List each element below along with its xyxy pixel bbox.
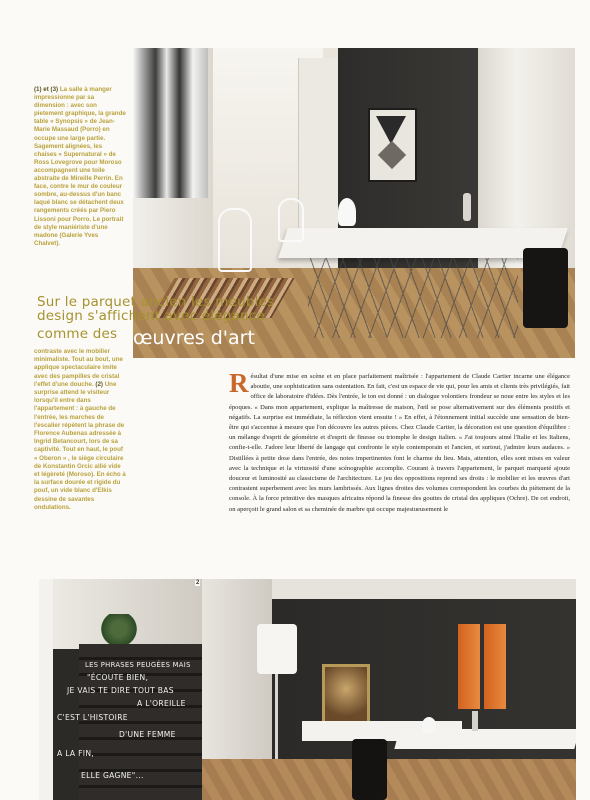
- photo-number: 2: [196, 580, 200, 586]
- caption-bottom-text: Une surprise attend le visiteur lorsqu'il entre dans l'appartement : à gauche de l'entrée, les marches de l'escalier répètent la phrase de Florence Aubenas adressée à Ingrid Betancourt, lors de sa captivité. Tout en haut, le pouf « Oberon » , le siège circulaire de Konstantin Grcic allié vide et légèreté (Moroso). En écho à la surface dourée et rigide du pouf, un vide blanc d'Elkis dessine de savantes ondulations.: [34, 380, 126, 511]
- stair-text-7: A LA FIN,: [57, 749, 95, 758]
- drop-cap: R: [229, 368, 249, 398]
- caption-bottom: [34, 348, 126, 512]
- caption-bottom-number: (2): [95, 380, 103, 388]
- headline-line1: Sur le parquet ancien les meubles: [37, 294, 275, 310]
- caption-top-number: (1) et (3): [34, 86, 59, 93]
- article-body-text: ésultat d'une mise en scène et en place parfaitement maîtrisée : l'appartement de Claude Cartier incarne une élégance aboutie, une sophistication sans ostentation. En fait, c'est un espace de vie qui, pour les amis et clients très privilégiés, fait office de laboratoire d'idées. Dès l'entrée, le ton est donné : un dialogue volontiers frondeur se noue entre les styles et les époques. « Dans mon appartement, explique la maîtresse de maison, l'œil se pose alternativement sur des éléments positifs et négatifs. La surprise est immédiate, la réflexion vient ensuite ! » En effet, à l'étonnement initial succède une sensation de bien-être qui s'accentue à mesure que l'on découvre les autres pièces. Chez Claude Cartier, la décoration est une question d'équilibre : un mélange d'esprit de géométrie et d'esprit de finesse ou triomphe le design italien. « J'ai toujours aimé l'Italie et les Italiens, confie-t-elle. J'adore leur liberté de langage qui confronte le style contemporain et l'ancien, et surtout, j'admire leurs audaces. » Distillées à petite dose dans l'entrée, des notes impertinentes font le charme du lieu. Mais, attention, elles sont mises en valeur avec la technique et la virtuosité d'une scénographie accomplie. Courant à travers l'appartement, le parquet marqueté ajoute douceur et luminosité au classicisme de l'architecture. Le jeu des oppositions reprend ses droits : le mobilier et les œuvres d'art contrastent superbement avec les murs lambrissés. Aux lignes droites des volumes correspondent les courbes du piètement de la console. À la force primitive des masques africains répond la finesse des gouttes de cristal des appliques (Ochre). De cet endroit, on aperçoit le grand salon et sa cheminée de marbre qui occupe majestueusement le: [229, 373, 570, 513]
- black-chair: [523, 248, 568, 328]
- orange-cabinet-right: [484, 624, 506, 709]
- stair-text-8: ELLE GAGNE"...: [81, 771, 144, 780]
- stair-text-6: D'UNE FEMME: [119, 730, 176, 739]
- headline-line3a: comme des: [37, 326, 118, 342]
- headline-line3b: œuvres d'art: [133, 327, 255, 349]
- stair-text-1: LES PHRASES PEUGÉES MAIS: [85, 661, 191, 669]
- caption-top-text: La salle à manger impressionne par sa dimension : avec son pietement graphique, la grande table « Synopsis » de Jean-Marie Massaud (Porro) en occupe une large partie. Sagement alignées, les chaises « Supernatural » de Ross Lovegrove pour Moroso accompagnent une toile abstraite de Mireille Perrin. En face, contre le mur de couleur sombre, au-dessus d'un banc laqué blanc se détachent deux rangements créés par Piero Lissoni pour Porro. Le portrait de style maniériste d'une madone (Galerie Yves Chalvet).: [34, 86, 126, 247]
- headline-line2: design s'affichent avec élégance: [37, 308, 265, 324]
- black-chair: [352, 739, 387, 800]
- abstract-painting: [133, 48, 208, 198]
- floor-lamp: [257, 624, 297, 674]
- stair-text-4: A L'OREILLE: [137, 699, 186, 708]
- article-body: [229, 368, 570, 515]
- staircase-photo: [39, 579, 203, 800]
- orange-cabinet-left: [458, 624, 480, 709]
- caption-bottom-intro: contraste avec le mobilier minimaliste. Tout au bout, une applique spectaculaire imite avec des pampilles de cristal l'effet d'une douche.: [34, 348, 123, 388]
- stair-text-5: C'EST L'HISTOIRE: [57, 713, 128, 722]
- stair-text-3: JE VAIS TE DIRE TOUT BAS: [67, 686, 174, 695]
- stair-text-2: "ÉCOUTE BIEN,: [87, 673, 149, 682]
- madonna-portrait: [322, 664, 370, 725]
- plant: [99, 614, 139, 644]
- living-room-photo: [202, 579, 576, 800]
- geometric-artwork: [368, 108, 417, 182]
- caption-top: [34, 86, 126, 248]
